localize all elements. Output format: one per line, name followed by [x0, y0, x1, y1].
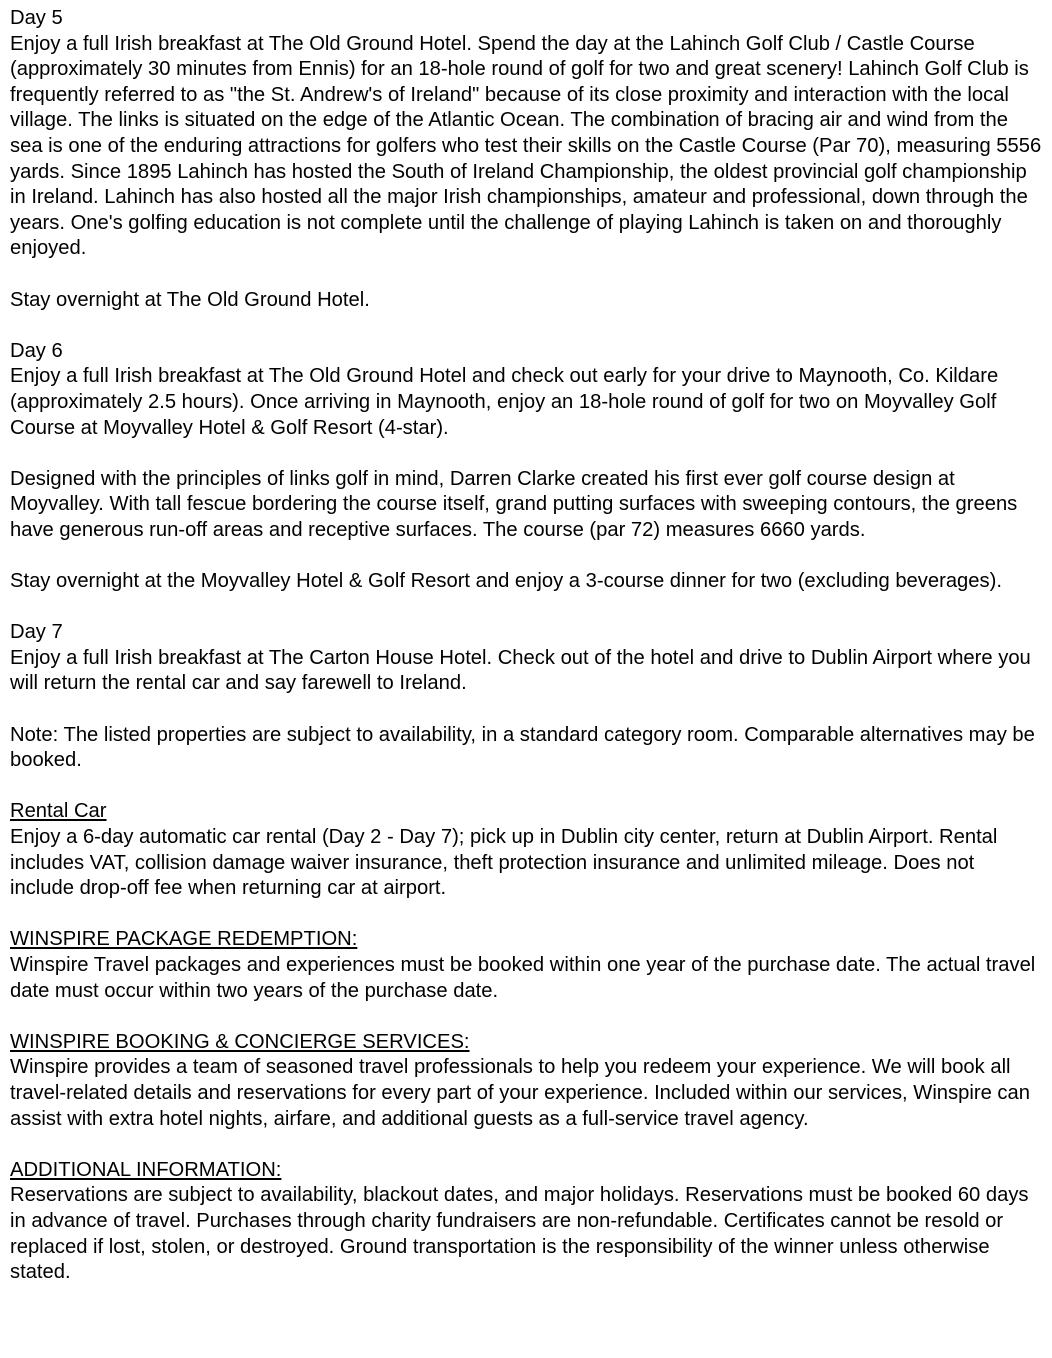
day5-heading: Day 5	[10, 7, 63, 29]
additional-info-section	[10, 1158, 1042, 1286]
day6-overnight: Stay overnight at the Moyvalley Hotel & Golf Resort and enjoy a 3-course dinner for two (excluding beverages).	[10, 570, 1002, 593]
day6-section	[10, 339, 1042, 441]
day6-overnight-section	[10, 569, 1042, 595]
redemption-section	[10, 927, 1042, 1004]
availability-note: Note: The listed properties are subject to availability, in a standard category room. Comparable alternatives may be booked.	[10, 723, 1035, 772]
day5-section	[10, 6, 1042, 262]
day6-heading: Day 6	[10, 339, 63, 362]
day6-course-description: Designed with the principles of links golf in mind, Darren Clarke created his first ever golf course design at Moyvalley. With tall fescue bordering the course itself, grand putting surfaces with sweeping contours, the greens have generous run-off areas and receptive surfaces. The course (par 72) measures 6660 yards.	[10, 467, 1018, 541]
day5-body: Enjoy a full Irish breakfast at The Old Ground Hotel. Spend the day at the Lahinch Golf Club / Castle Course (approximately 30 minutes from Ennis) for an 18-hole round of golf for two and great scenery! Lahinch Golf Club is frequently referred to as "the St. Andrew's of Ireland" because of its close proximity and interaction with the local village. The links is situated on the edge of the Atlantic Ocean. The combination of bracing air and wind from the sea is one of the enduring attractions for golfers who test their skills on the Castle Course (Par 70), measuring 5556 yards. Since 1895 Lahinch has hosted the South of Ireland Championship, the oldest provincial golf championship in Ireland. Lahinch has also hosted all the major Irish championships, amateur and professional, down through the years. One's golfing education is not complete until the challenge of playing Lahinch is taken on and thoroughly enjoyed.	[10, 32, 1042, 260]
rental-car-heading: Rental Car	[10, 800, 107, 823]
concierge-body: Winspire provides a team of seasoned travel professionals to help you redeem your experience. We will book all travel-related details and reservations for every part of your experience. Included within our services, Winspire can assist with extra hotel nights, airfare, and additional guests as a full-service travel agency.	[10, 1056, 1030, 1130]
additional-info-body: Reservations are subject to availability, blackout dates, and major holidays. Reservations must be booked 60 days in advance of travel. Purchases through charity fundraisers are non-refundable. Certificates cannot be resold or replaced if lost, stolen, or destroyed. Ground transportation is the responsibility of the winner unless otherwise stated.	[10, 1184, 1029, 1284]
redemption-heading: WINSPIRE PACKAGE REDEMPTION:	[10, 928, 358, 951]
day5-overnight-section	[10, 288, 1042, 314]
concierge-section	[10, 1030, 1042, 1132]
rental-car-section	[10, 799, 1042, 901]
day7-body: Enjoy a full Irish breakfast at The Carton House Hotel. Check out of the hotel and drive to Dublin Airport where you will return the rental car and say farewell to Ireland.	[10, 646, 1031, 695]
concierge-heading: WINSPIRE BOOKING & CONCIERGE SERVICES:	[10, 1030, 470, 1053]
document-page	[10, 6, 1042, 1286]
day7-section	[10, 620, 1042, 697]
day7-heading: Day 7	[10, 621, 63, 644]
redemption-body: Winspire Travel packages and experiences must be booked within one year of the purchase date. The actual travel date must occur within two years of the purchase date.	[10, 953, 1036, 1002]
day5-overnight: Stay overnight at The Old Ground Hotel.	[10, 288, 370, 311]
day6-course-section	[10, 467, 1042, 544]
additional-info-heading: ADDITIONAL INFORMATION:	[10, 1158, 282, 1181]
note-section	[10, 723, 1042, 774]
rental-car-body: Enjoy a 6-day automatic car rental (Day 2 - Day 7); pick up in Dublin city center, return at Dublin Airport. Rental includes VAT, collision damage waiver insurance, theft protection insurance and unlimited mileage. Does not include drop-off fee when returning car at airport.	[10, 826, 998, 900]
day6-body: Enjoy a full Irish breakfast at The Old Ground Hotel and check out early for your drive to Maynooth, Co. Kildare (approximately 2.5 hours). Once arriving in Maynooth, enjoy an 18-hole round of golf for two on Moyvalley Golf Course at Moyvalley Hotel & Golf Resort (4-star).	[10, 365, 999, 439]
